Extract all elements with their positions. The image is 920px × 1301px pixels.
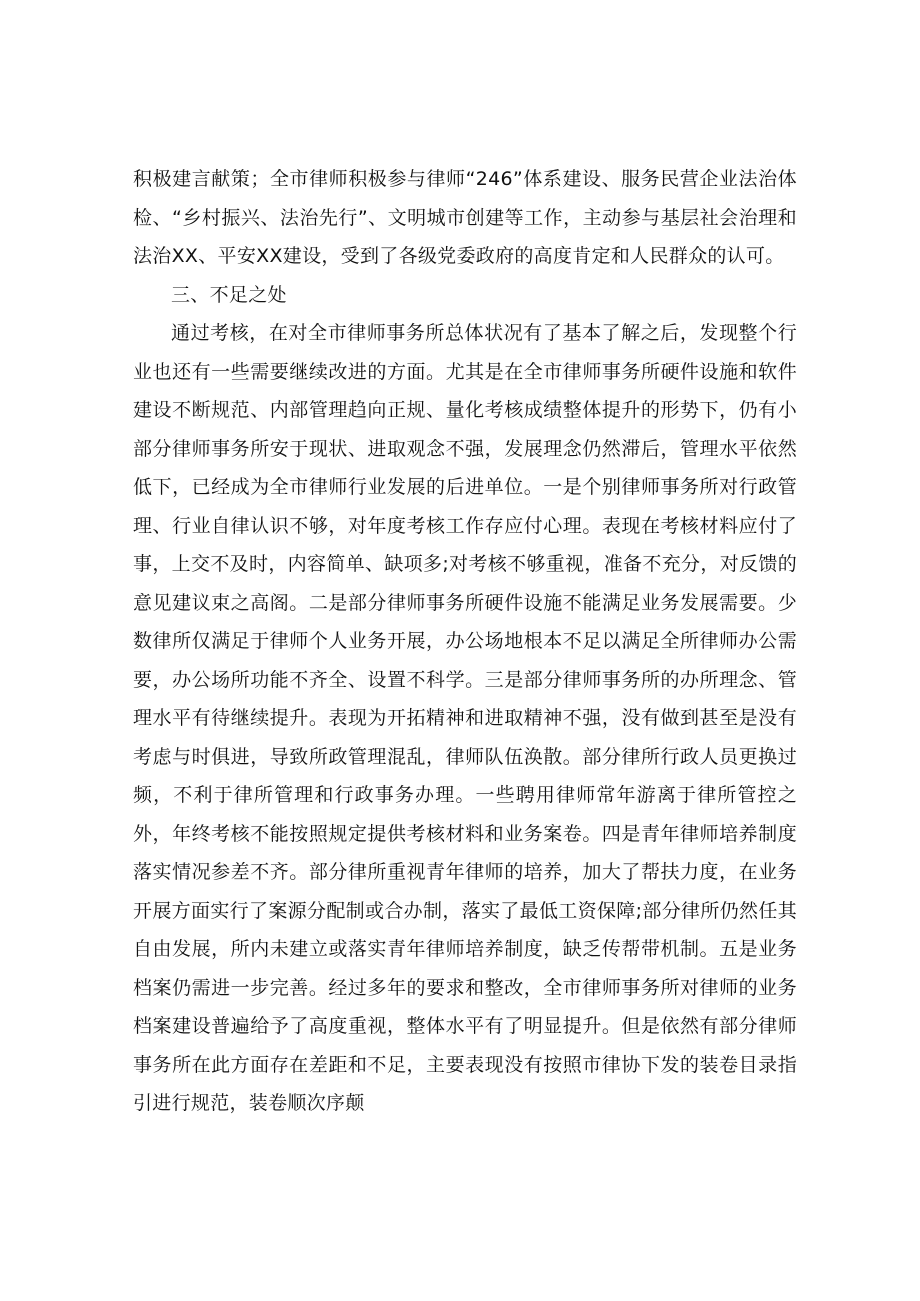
section-heading: 三、不足之处	[171, 283, 287, 306]
document-body	[133, 160, 797, 1123]
paragraph-main: 通过考核，在对全市律师事务所总体状况有了基本了解之后，发现整个行业也还有一些需要继续改进的方面。尤其是在全市律师事务所硬件设施和软件建设不断规范、内部管理趋向正规、量化考核成绩整体提升的形势下，仍有小部分律师事务所安于现状、进取观念不强，发展理念仍然滞后，管理水平依然低下，已经成为全市律师行业发展的后进单位。一是个别律师事务所对行政管理、行业自律认识不够，对年度考核工作存应付心理。表现在考核材料应付了事，上交不及时，内容简单、缺项多;对考核不够重视，准备不充分，对反馈的意见建议束之高阁。二是部分律师事务所硬件设施不能满足业务发展需要。少数律所仅满足于律师个人业务开展，办公场地根本不足以满足全所律师办公需要，办公场所功能不齐全、设置不科学。三是部分律师事务所的办所理念、管理水平有待继续提升。表现为开拓精神和进取精神不强，没有做到甚至是没有考虑与时俱进，导致所政管理混乱，律师队伍涣散。部分律所行政人员更换过频，不利于律所管理和行政事务办理。一些聘用律师常年游离于律所管控之外，年终考核不能按照规定提供考核材料和业务案卷。四是青年律师培养制度落实情况参差不齐。部分律所重视青年律师的培养，加大了帮扶力度，在业务开展方面实行了案源分配制或合办制，落实了最低工资保障;部分律所仍然任其自由发展，所内未建立或落实青年律师培养制度，缺乏传帮带机制。五是业务档案仍需进一步完善。经过多年的要求和整改，全市律师事务所对律师的业务档案建设普遍给予了高度重视，整体水平有了明显提升。但是依然有部分律师事务所在此方面存在差距和不足，主要表现没有按照市律协下发的装卷目录指引进行规范，装卷顺次序颠	[133, 322, 797, 1114]
paragraph-continuation: 积极建言献策；全市律师积极参与律师“246”体系建设、服务民营企业法治体检、“乡村振兴、法治先行”、文明城市创建等工作，主动参与基层社会治理和法治XX、平安XX建设，受到了各级党委政府的高度肯定和人民群众的认可。	[133, 168, 797, 267]
